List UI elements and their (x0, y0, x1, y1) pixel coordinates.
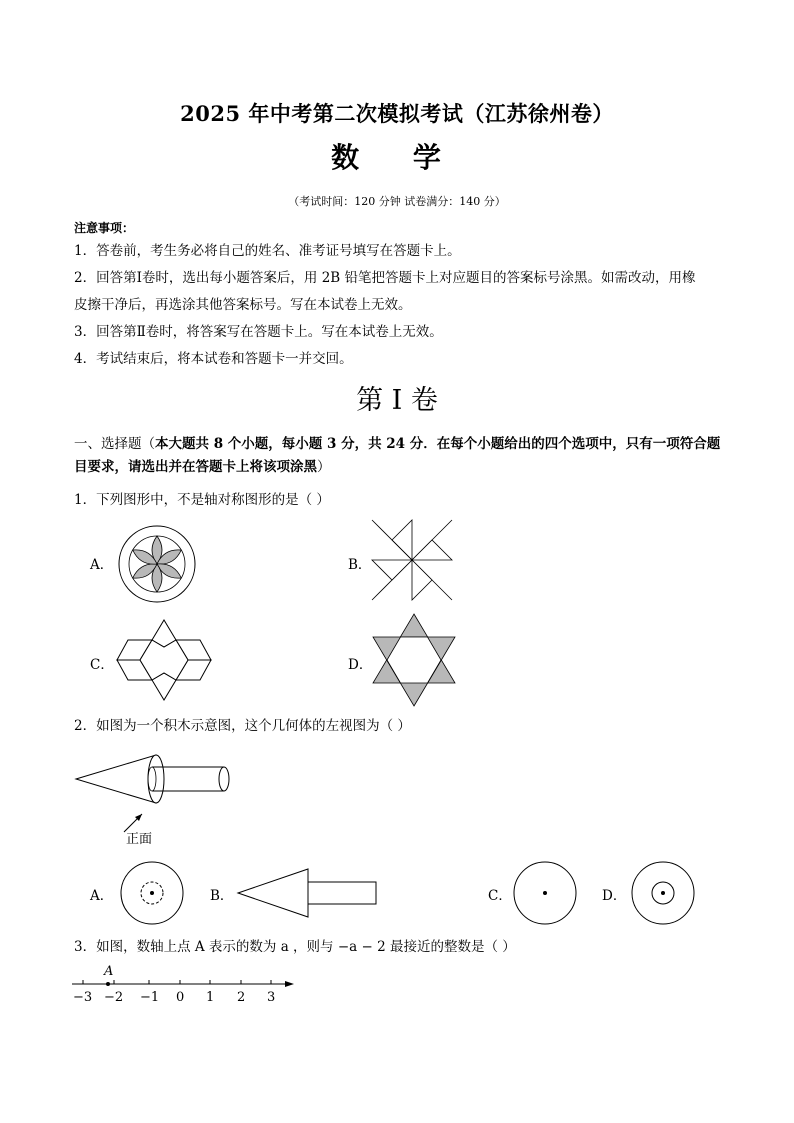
q2-option-b-figure (236, 868, 378, 918)
notice-item: 2．回答第Ⅰ卷时，选出每小题答案后，用 2B 铅笔把答题卡上对应题目的答案标号涂黑。如需改动，用橡 (74, 270, 696, 286)
q3-tick-label: −3 (73, 990, 93, 1005)
q3-point-label: A (104, 964, 114, 979)
q2-option-b-label: B． (210, 888, 234, 904)
q2-option-a-label: A． (90, 888, 114, 904)
q1-option-c-figure (117, 620, 211, 700)
q2-option-c-label: C． (488, 888, 512, 904)
section-intro: 一、选择题（本大题共 8 个小题，每小题 3 分，共 24 分．在每个小题给出的四个选项中，只有一项符合题目要求，请选出并在答题卡上将该项涂黑） (74, 436, 721, 475)
question-3-stem: 3．如图，数轴上点 A 表示的数为 a ，则与 −a − 2 最接近的整数是（ ） (74, 939, 516, 955)
q2-front-label: 正面 (126, 832, 153, 847)
q1-option-b-label: B． (348, 557, 372, 573)
q2-block-figure (74, 748, 244, 838)
notice-item: 皮擦干净后，再选涂其他答案标号。写在本试卷上无效。 (74, 297, 412, 313)
question-1-stem: 1．下列图形中，不是轴对称图形的是（ ） (74, 492, 330, 508)
subject-title: 数 学 (331, 141, 463, 174)
q3-tick-label: −1 (140, 990, 160, 1005)
q3-point-a (106, 982, 110, 986)
notice-item: 3．回答第Ⅱ卷时，将答案写在答题卡上。写在本试卷上无效。 (74, 324, 443, 340)
q1-option-a-figure (117, 524, 197, 604)
notice-item: 1．答卷前，考生务必将自己的姓名、准考证号填写在答题卡上。 (74, 243, 461, 259)
q3-tick-label: 0 (176, 990, 185, 1005)
notice-heading: 注意事项： (74, 221, 135, 235)
volume-title: 第 I 卷 (356, 385, 438, 416)
q2-option-a-figure (120, 861, 184, 925)
question-2-stem: 2．如图为一个积木示意图，这个几何体的左视图为（ ） (74, 718, 411, 734)
q2-option-c-figure (513, 861, 577, 925)
q1-option-d-figure (373, 614, 455, 706)
q3-tick-label: 3 (267, 990, 276, 1005)
q3-tick-label: −2 (104, 990, 124, 1005)
q3-tick-label: 1 (206, 990, 215, 1005)
exam-title: 2025 年中考第二次模拟考试（江苏徐州卷） (180, 101, 614, 126)
q3-tick-label: 2 (237, 990, 246, 1005)
q1-option-b-figure (372, 520, 452, 600)
notice-item: 4．考试结束后，将本试卷和答题卡一并交回。 (74, 351, 353, 367)
q1-option-a-label: A． (90, 557, 114, 573)
exam-time-info: （考试时间：120 分钟 试卷满分：140 分） (288, 195, 506, 208)
q2-option-d-figure (631, 861, 695, 925)
q1-option-d-label: D． (348, 657, 373, 673)
q2-option-d-label: D． (602, 888, 627, 904)
q1-option-c-label: C． (90, 657, 114, 673)
